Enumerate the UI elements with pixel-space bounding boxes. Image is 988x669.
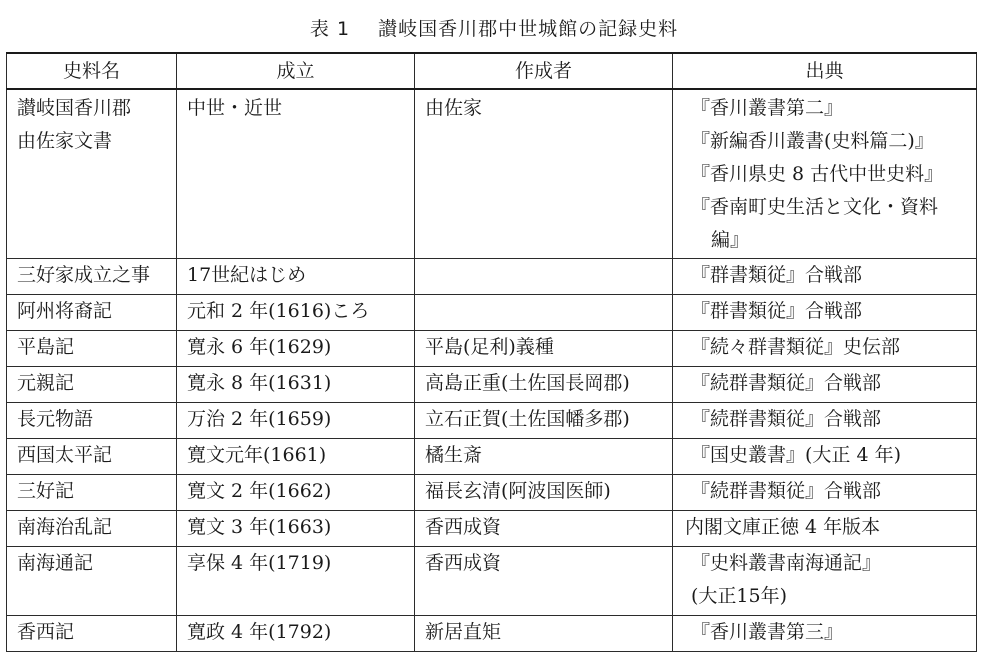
table-row — [7, 475, 977, 511]
cell-author: 立石正賀(土佐国幡多郡) — [415, 403, 673, 439]
cell-author — [415, 295, 673, 331]
cell-date: 元和 2 年(1616)ころ — [177, 295, 415, 331]
cell-source — [673, 616, 977, 652]
cell-source — [673, 295, 977, 331]
cell-source-line: 内閣文庫正徳 4 年版本 — [685, 516, 881, 538]
header-date: 成立 — [177, 53, 415, 89]
header-name: 史料名 — [7, 53, 177, 89]
cell-source-line: 『続々群書類従』史伝部 — [691, 336, 901, 358]
header-row — [7, 53, 977, 89]
cell-name-line: 由佐家文書 — [17, 130, 113, 152]
cell-source-line: 『香南町史生活と文化・資料 — [691, 196, 939, 218]
table-row — [7, 547, 977, 616]
cell-source-line: 『香川県史 8 古代中世史料』 — [691, 163, 944, 185]
table-row — [7, 511, 977, 547]
cell-source — [673, 439, 977, 475]
cell-source-line: 『群書類従』合戦部 — [691, 300, 863, 322]
cell-name: 南海治乱記 — [7, 511, 177, 547]
cell-author: 新居直矩 — [415, 616, 673, 652]
cell-source-line: 『続群書類従』合戦部 — [691, 372, 882, 394]
cell-name-line: 讃岐国香川郡 — [17, 97, 132, 119]
cell-source — [673, 547, 977, 616]
cell-date: 17世紀はじめ — [177, 259, 415, 295]
table-row — [7, 367, 977, 403]
cell-date: 寛文元年(1661) — [177, 439, 415, 475]
cell-source-line: 『国史叢書』(大正 4 年) — [691, 444, 901, 466]
cell-source — [673, 367, 977, 403]
table-row — [7, 89, 977, 259]
cell-source — [673, 259, 977, 295]
cell-source — [673, 475, 977, 511]
cell-date: 享保 4 年(1719) — [177, 547, 415, 616]
cell-source-line: 『香川叢書第二』 — [691, 97, 844, 119]
cell-date: 寛政 4 年(1792) — [177, 616, 415, 652]
cell-name: 西国太平記 — [7, 439, 177, 475]
table-row — [7, 259, 977, 295]
cell-date: 中世・近世 — [177, 89, 415, 259]
table-caption — [0, 14, 988, 41]
table-title: 讃岐国香川郡中世城館の記録史料 — [378, 18, 679, 40]
cell-source — [673, 331, 977, 367]
table-row — [7, 616, 977, 652]
cell-source-line: 『新編香川叢書(史料篇二)』 — [691, 130, 934, 152]
table-number: 表 1 — [309, 18, 351, 40]
table-row — [7, 439, 977, 475]
cell-name: 阿州将裔記 — [7, 295, 177, 331]
cell-source — [673, 89, 977, 259]
cell-source-line: 『続群書類従』合戦部 — [691, 408, 882, 430]
cell-source — [673, 511, 977, 547]
cell-source-line: 『史料叢書南海通記』 — [691, 552, 882, 574]
cell-name: 平島記 — [7, 331, 177, 367]
cell-name: 三好記 — [7, 475, 177, 511]
cell-date: 寛文 3 年(1663) — [177, 511, 415, 547]
cell-date: 寛文 2 年(1662) — [177, 475, 415, 511]
cell-source-line: 『群書類従』合戦部 — [691, 264, 863, 286]
records-table — [6, 52, 977, 652]
cell-source-line: 『続群書類従』合戦部 — [691, 480, 882, 502]
cell-name: 三好家成立之事 — [7, 259, 177, 295]
cell-date: 寛永 8 年(1631) — [177, 367, 415, 403]
cell-source — [673, 403, 977, 439]
table-row — [7, 403, 977, 439]
cell-name: 南海通記 — [7, 547, 177, 616]
cell-date: 万治 2 年(1659) — [177, 403, 415, 439]
cell-author: 香西成資 — [415, 547, 673, 616]
table-row — [7, 295, 977, 331]
header-author: 作成者 — [415, 53, 673, 89]
cell-name: 香西記 — [7, 616, 177, 652]
cell-author: 橘生斎 — [415, 439, 673, 475]
cell-date: 寛永 6 年(1629) — [177, 331, 415, 367]
cell-name — [7, 89, 177, 259]
cell-source-line: 『香川叢書第三』 — [691, 621, 844, 643]
cell-author: 福長玄清(阿波国医師) — [415, 475, 673, 511]
cell-author: 由佐家 — [415, 89, 673, 259]
table-row — [7, 331, 977, 367]
cell-source-line: (大正15年) — [691, 585, 788, 607]
cell-source-line: 編』 — [711, 229, 750, 251]
header-source: 出典 — [673, 53, 977, 89]
cell-author: 平島(足利)義種 — [415, 331, 673, 367]
cell-name: 元親記 — [7, 367, 177, 403]
cell-author: 香西成資 — [415, 511, 673, 547]
cell-author — [415, 259, 673, 295]
cell-name: 長元物語 — [7, 403, 177, 439]
cell-author: 高島正重(土佐国長岡郡) — [415, 367, 673, 403]
